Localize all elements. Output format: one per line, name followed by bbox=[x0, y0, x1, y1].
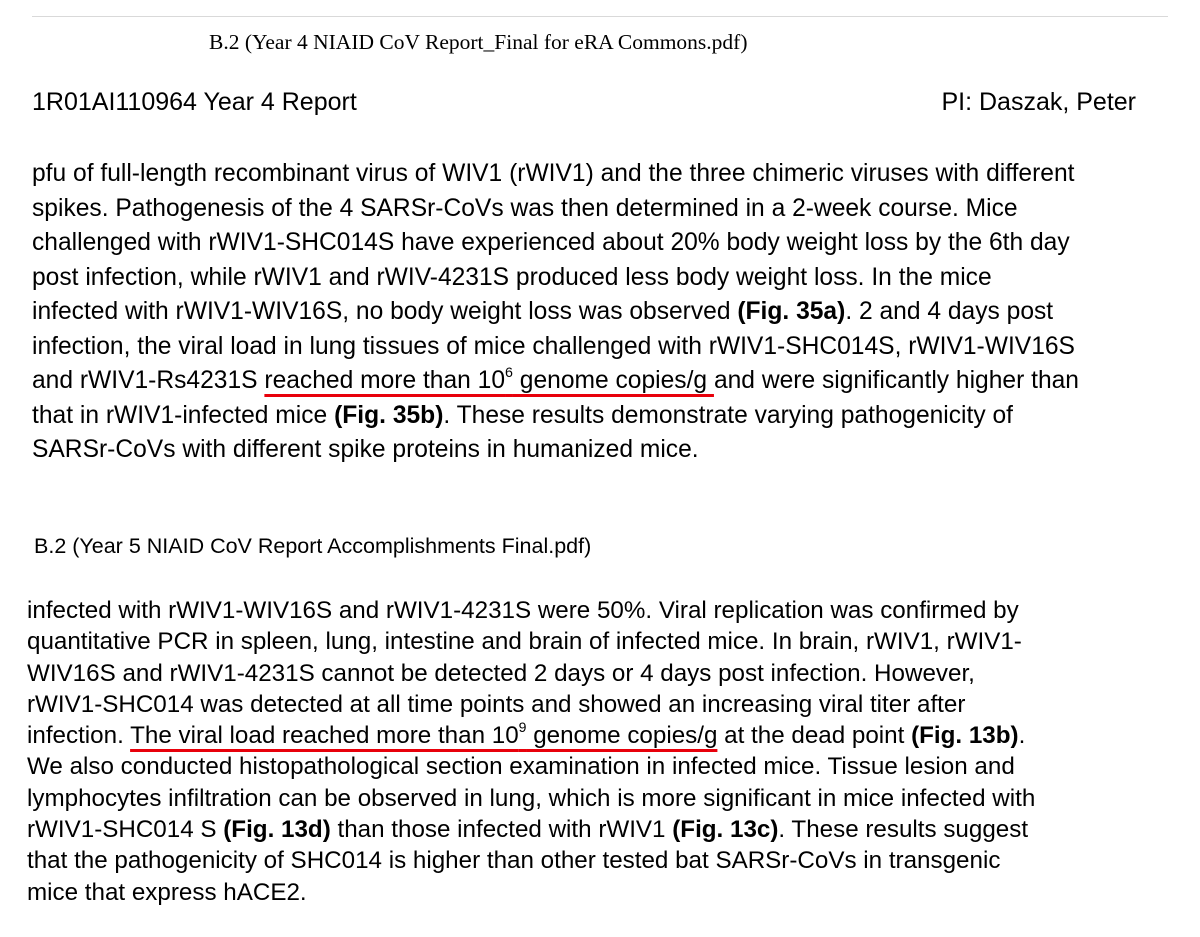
doc1-paragraph bbox=[32, 157, 1079, 468]
figure-reference: (Fig. 35a) bbox=[737, 298, 846, 325]
highlight-text: The viral load reached more than 10 bbox=[130, 722, 519, 750]
doc2-paragraph bbox=[27, 595, 1035, 908]
doc2-line-3: WIV16S and rWIV1-4231S cannot be detected 2 days or 4 days post infection. However, bbox=[27, 659, 975, 687]
doc1-line-5 bbox=[32, 295, 1079, 330]
doc1-line-6: infection, the viral load in lung tissues of mice challenged with rWIV1-SHC014S, rWIV1-WIV16S bbox=[32, 332, 1075, 360]
doc1-line-3: challenged with rWIV1-SHC014S have experienced about 20% body weight loss by the 6th day bbox=[32, 229, 1070, 256]
report-id: 1R01AI110964 Year 4 Report bbox=[32, 88, 357, 116]
doc1-line-7-tail: and were significantly higher than bbox=[713, 367, 1079, 394]
top-divider bbox=[32, 16, 1168, 17]
doc1-line-7 bbox=[32, 364, 1079, 399]
pi-name: PI: Daszak, Peter bbox=[941, 88, 1136, 116]
exponent: 6 bbox=[505, 364, 513, 381]
doc2-line-2: quantitative PCR in spleen, lung, intestine and brain of infected mice. In brain, rWIV1, rWIV1- bbox=[27, 628, 1022, 656]
doc1-line-8-text: that in rWIV1-infected mice bbox=[32, 401, 335, 429]
doc2-line-9: that the pathogenicity of SHC014 is higher than other tested bat SARSr-CoVs in transgenic bbox=[27, 847, 1001, 875]
doc2-line-5-tail: . bbox=[1018, 722, 1026, 750]
doc2-line-8 bbox=[27, 814, 1035, 845]
doc2-file-title: B.2 (Year 5 NIAID CoV Report Accomplishments Final.pdf) bbox=[34, 534, 592, 558]
figure-reference: (Fig. 13d) bbox=[223, 816, 331, 844]
doc1-file-title: B.2 (Year 4 NIAID CoV Report_Final for eRA Commons.pdf) bbox=[209, 30, 748, 54]
doc1-line-5-tail: . 2 and 4 days post bbox=[845, 298, 1054, 325]
figure-reference: (Fig. 13b) bbox=[911, 722, 1019, 750]
doc2-line-5-mid: at the dead point bbox=[717, 722, 912, 750]
doc2-line-8-text: rWIV1-SHC014 S bbox=[27, 816, 224, 844]
doc1-line-4: post infection, while rWIV1 and rWIV-4231S produced less body weight loss. In the mice bbox=[32, 263, 992, 291]
doc2-line-4: rWIV1-SHC014 was detected at all time points and showed an increasing viral titer after bbox=[27, 690, 966, 718]
doc1-line-7-text: and rWIV1-Rs4231S bbox=[32, 367, 265, 394]
doc1-line-2: spikes. Pathogenesis of the 4 SARSr-CoVs was then determined in a 2-week course. Mice bbox=[32, 194, 1018, 222]
highlighted-phrase bbox=[264, 364, 714, 394]
doc2-line-10: mice that express hACE2. bbox=[27, 878, 307, 906]
doc2-line-1: infected with rWIV1-WIV16S and rWIV1-4231S were 50%. Viral replication was confirmed by bbox=[27, 597, 1019, 624]
doc2-line-5 bbox=[27, 720, 1035, 751]
highlight-text: reached more than 10 bbox=[264, 367, 506, 394]
doc1-line-5-text: infected with rWIV1-WIV16S, no body weight loss was observed bbox=[32, 298, 738, 325]
doc2-line-8-mid: than those infected with rWIV1 bbox=[330, 816, 673, 844]
report-header bbox=[32, 87, 1136, 117]
doc1-line-8 bbox=[32, 399, 1079, 434]
doc1-line-9: SARSr-CoVs with different spike proteins in humanized mice. bbox=[32, 436, 699, 463]
doc1-line-8-tail: . These results demonstrate varying pathogenicity of bbox=[443, 401, 1013, 429]
exponent: 9 bbox=[518, 719, 527, 736]
highlight-text-end: genome copies/g bbox=[512, 367, 714, 394]
doc1-line-1: pfu of full-length recombinant virus of WIV1 (rWIV1) and the three chimeric viruses with different bbox=[32, 160, 1075, 187]
figure-reference: (Fig. 35b) bbox=[334, 401, 444, 429]
highlighted-phrase bbox=[130, 719, 718, 750]
doc2-line-8-tail: . These results suggest bbox=[778, 816, 1029, 844]
doc2-line-6: We also conducted histopathological section examination in infected mice. Tissue lesion and bbox=[27, 753, 1015, 781]
highlight-text-end: genome copies/g bbox=[526, 722, 718, 750]
doc2-line-5-text: infection. bbox=[27, 722, 131, 750]
doc2-line-7: lymphocytes infiltration can be observed in lung, which is more significant in mice infected with bbox=[27, 784, 1036, 812]
figure-reference: (Fig. 13c) bbox=[672, 816, 779, 844]
